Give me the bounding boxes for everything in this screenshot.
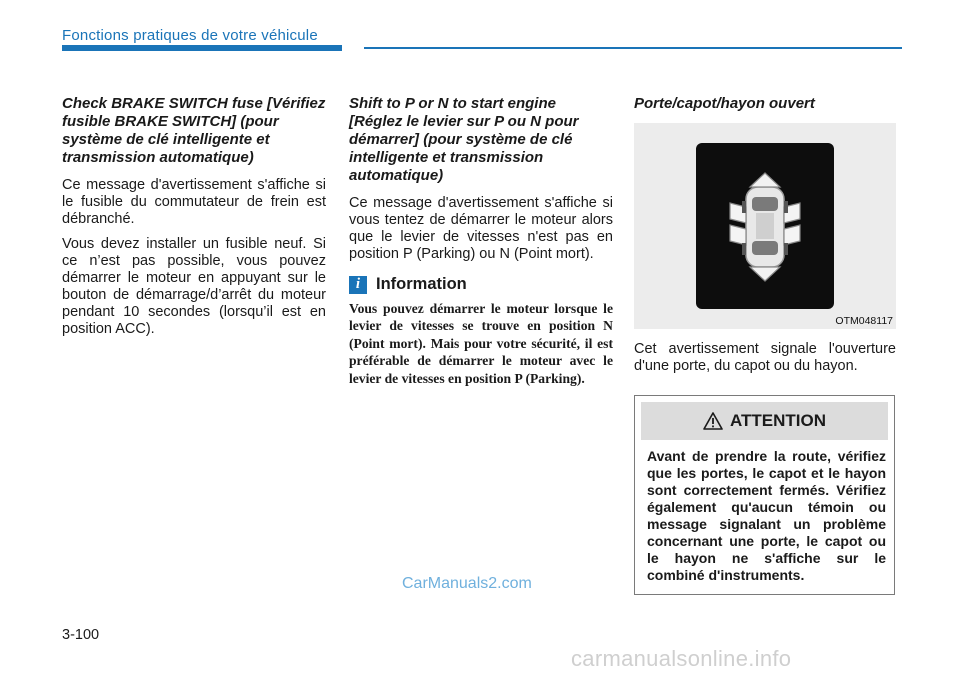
footer-watermark: carmanualsonline.info (571, 646, 792, 671)
information-text: Vous pouvez démarrer le moteur lorsque le levier de vitesses se trouve en position N (Point mort). Mais pour votre sécurité, il est préférable de démarrer le moteur avec le levier de vitesses en position P (Parking). (349, 301, 613, 386)
brake-switch-heading: Check BRAKE SWITCH fuse [Vérifiez fusible BRAKE SWITCH] (pour système de clé intelligente et transmission automatique) (62, 95, 326, 166)
figure-caption: OTM048117 (835, 315, 893, 327)
warning-triangle-icon (703, 412, 723, 430)
information-title: Information (376, 275, 467, 293)
brake-switch-paragraph-2: Vous devez installer un fusible neuf. Si ce n’est pas possible, vous pouvez démarrer le moteur en appuyant sur le bouton de démarrage/d’arrêt du moteur pendant 10 secondes (lorsqu’il est en position ACC). (62, 236, 326, 337)
section-title: Fonctions pratiques de votre véhicule (62, 27, 318, 44)
shift-p-n-heading: Shift to P or N to start engine [Réglez le levier sur P ou N pour démarrer] (pour système de clé intelligente et transmission automatique) (349, 95, 579, 184)
column-1 (62, 95, 326, 346)
door-warning-figure (634, 123, 896, 329)
info-icon: i (349, 276, 367, 294)
column-2 (349, 95, 613, 387)
shift-p-n-paragraph: Ce message d'avertissement s'affiche si vous tentez de démarrer le moteur alors que le levier de vitesses n'est pas en position P (Parking) ou N (Point mort). (349, 195, 613, 262)
attention-title: ATTENTION (729, 411, 826, 430)
attention-box (634, 395, 895, 595)
door-open-paragraph: Cet avertissement signale l'ouverture d'une porte, du capot ou du hayon. (634, 341, 896, 374)
information-header (349, 275, 613, 294)
watermark-link[interactable]: CarManuals2.com (402, 575, 532, 592)
header-rule-thick (62, 45, 342, 51)
header-rule-thin (364, 47, 902, 49)
car-doors-open-icon (696, 143, 834, 309)
cluster-display (696, 143, 834, 309)
brake-switch-paragraph-1: Ce message d'avertissement s'affiche si le fusible du commutateur de frein est débranché. (62, 177, 326, 227)
door-open-heading: Porte/capot/hayon ouvert (634, 95, 815, 112)
column-3 (634, 95, 896, 595)
attention-header (641, 402, 888, 440)
page-number: 3-100 (62, 627, 100, 643)
attention-text: Avant de prendre la route, vérifiez que les portes, le capot et le hayon sont correctement fermés. Vérifiez également qu'aucun témoin ou message signalant un problème concernant une porte, le capot ou le hayon ne s'affiche sur le combiné d'instruments. (647, 448, 886, 583)
